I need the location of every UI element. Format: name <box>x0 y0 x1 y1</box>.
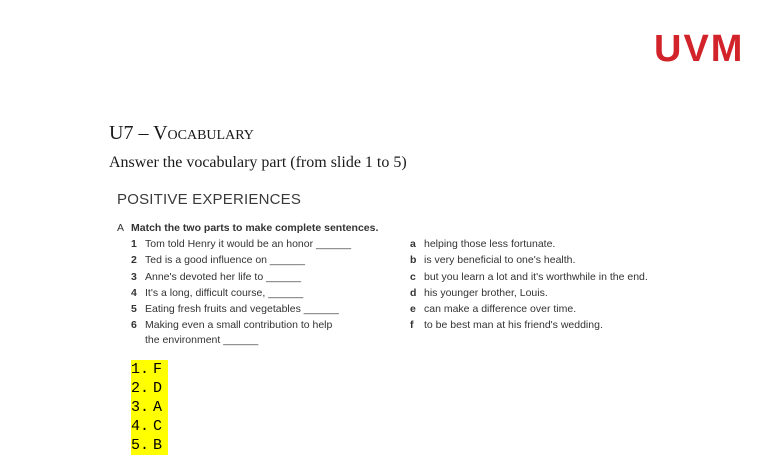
list-item <box>131 285 381 301</box>
item-text: but you learn a lot and it's worthwhile in the end. <box>424 270 648 283</box>
item-letter: d <box>410 286 417 299</box>
instruction-text: Match the two parts to make complete sentences. <box>131 222 379 234</box>
item-number: 2 <box>131 254 137 267</box>
list-item <box>131 301 381 317</box>
answer-value: B <box>153 437 163 454</box>
list-item <box>410 236 710 252</box>
item-letter: e <box>410 303 416 316</box>
title-suffix: OCABULARY <box>167 128 254 143</box>
item-text: can make a difference over time. <box>424 303 577 316</box>
answer-item <box>131 398 168 417</box>
answer-item <box>131 360 168 379</box>
section-heading: POSITIVE EXPERIENCES <box>117 191 302 208</box>
answer-number: 2. <box>131 380 150 397</box>
item-text: Anne's devoted her life to ______ <box>145 270 302 283</box>
list-item <box>410 301 710 317</box>
item-text: to be best man at his friend's wedding. <box>424 319 603 332</box>
exercise-instruction <box>117 221 378 235</box>
answer-value: D <box>153 380 163 397</box>
list-item <box>131 269 381 285</box>
item-text: Ted is a good influence on ______ <box>145 254 305 267</box>
answer-value: A <box>153 399 163 416</box>
item-letter: a <box>410 238 416 250</box>
answer-value: C <box>153 418 163 435</box>
answer-item <box>131 417 168 436</box>
item-number: 5 <box>131 303 137 316</box>
slide-title <box>109 121 254 148</box>
exercise-letter: A <box>117 222 125 234</box>
item-text: his younger brother, Louis. <box>424 286 548 299</box>
item-number: 4 <box>131 286 137 299</box>
right-column <box>410 236 710 334</box>
answer-item <box>131 436 168 455</box>
left-column <box>131 236 381 348</box>
list-item <box>410 269 710 285</box>
uvm-logo: UVM <box>654 28 745 70</box>
item-number: 6 <box>131 319 137 332</box>
item-number: 3 <box>131 270 137 283</box>
slide-subtitle: Answer the vocabulary part (from slide 1 to 5) <box>109 154 407 171</box>
item-letter: b <box>410 254 417 267</box>
list-item <box>410 317 710 333</box>
item-continuation: the environment ______ <box>145 333 259 346</box>
item-text: Tom told Henry it would be an honor ______ <box>145 238 352 250</box>
item-number: 1 <box>131 238 137 250</box>
title-prefix: U7 – V <box>109 122 168 144</box>
list-item <box>131 236 381 252</box>
answer-number: 5. <box>131 437 150 454</box>
list-item <box>410 252 710 268</box>
item-letter: c <box>410 270 416 283</box>
list-item <box>410 285 710 301</box>
list-item <box>131 252 381 268</box>
answer-number: 3. <box>131 399 150 416</box>
item-text: It's a long, difficult course, ______ <box>145 286 304 299</box>
item-text: is very beneficial to one's health. <box>424 254 576 267</box>
answer-number: 1. <box>131 361 150 378</box>
answer-number: 4. <box>131 418 150 435</box>
item-text: helping those less fortunate. <box>424 238 556 250</box>
item-letter: f <box>410 319 414 332</box>
item-text: Eating fresh fruits and vegetables ______ <box>145 303 339 316</box>
answer-value: F <box>153 361 163 378</box>
answer-item <box>131 379 168 398</box>
item-text: Making even a small contribution to help <box>145 319 333 332</box>
